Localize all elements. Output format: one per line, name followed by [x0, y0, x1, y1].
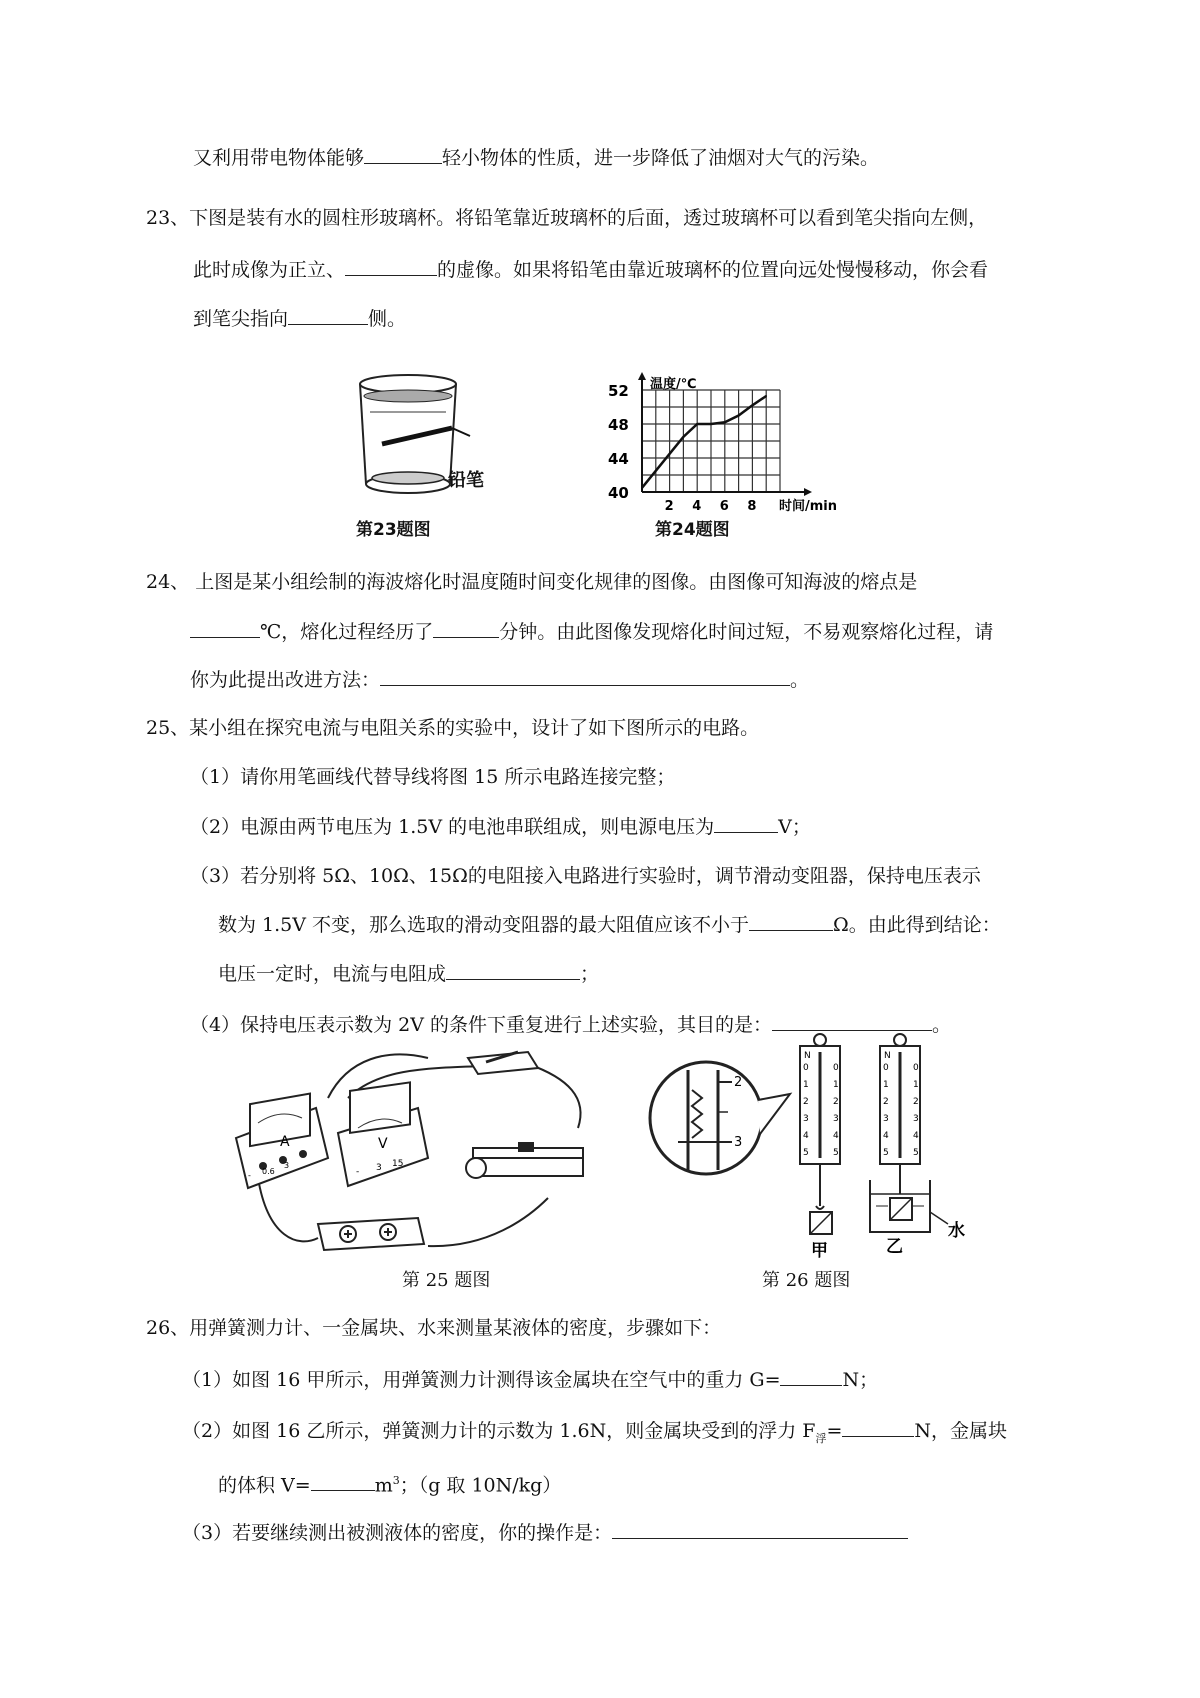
- scale-tick-label: 4: [883, 1131, 889, 1141]
- scale-jia-n: N: [804, 1051, 811, 1061]
- scale-tick-label: 4: [833, 1131, 839, 1141]
- q24-line1: 24、 上图是某小组绘制的海波熔化时温度随时间变化规律的图像。由图像可知海波的熔点是: [146, 571, 918, 593]
- scale-tick-label: 0: [913, 1063, 919, 1073]
- voltmeter-label: V: [378, 1136, 388, 1152]
- q23-line2: 此时成像为正立、 的虚像。如果将铅笔由靠近玻璃杯的位置向远处慢慢移动，你会看: [193, 259, 989, 281]
- data-point: [696, 423, 698, 425]
- answer-blank[interactable]: [749, 912, 833, 931]
- pencil-label: 铅笔: [448, 470, 484, 491]
- x-tick-label: 6: [719, 499, 729, 512]
- q26-step1: （1）如图 16 甲所示，用弹簧测力计测得该金属块在空气中的重力 G= N；: [182, 1369, 879, 1391]
- spring-scale-yi: [870, 1034, 948, 1232]
- q25-line1: 25、某小组在探究电流与电阻关系的实验中，设计了如下图所示的电路。: [146, 717, 760, 739]
- answer-blank[interactable]: [446, 961, 580, 980]
- q26-step3: （3）若要继续测出被测液体的密度，你的操作是：: [182, 1520, 908, 1545]
- y-axis-arrow: [638, 372, 646, 380]
- figure-24-caption: 第24题图: [655, 520, 730, 540]
- q23-line1: 23、下图是装有水的圆柱形玻璃杯。将铅笔靠近玻璃杯的后面，透过玻璃杯可以看到笔尖指向左侧，: [146, 207, 988, 229]
- x-tick-label: 8: [747, 499, 757, 512]
- zoom-tick-2: 2: [734, 1075, 743, 1090]
- scale-tick-label: 2: [883, 1097, 889, 1107]
- q23-line3: 到笔尖指向 侧。: [193, 308, 407, 330]
- a-tick-06: 0.6: [262, 1167, 275, 1176]
- q26-step2-line2: 的体积 $V= m^3$；（g 取 10N/kg）: [218, 1474, 562, 1497]
- scale-tick-label: 4: [913, 1131, 919, 1141]
- temperature-line: [642, 396, 766, 488]
- answer-blank[interactable]: [311, 1472, 375, 1491]
- v-tick-neg: -: [356, 1167, 360, 1177]
- data-point: [724, 422, 726, 424]
- figure-25-circuit: [228, 1038, 608, 1260]
- scale-tick-label: 2: [833, 1097, 839, 1107]
- scale-tick-label: 4: [803, 1131, 809, 1141]
- scale-tick-label: 2: [913, 1097, 919, 1107]
- voltmeter: [338, 1082, 428, 1186]
- answer-blank[interactable]: [780, 1367, 842, 1386]
- scale-tick-label: 5: [803, 1148, 809, 1158]
- figure-24-chart: [604, 372, 864, 512]
- scale-tick-label: 0: [833, 1063, 839, 1073]
- scale-tick-label: 5: [883, 1148, 889, 1158]
- data-point: [683, 436, 685, 438]
- q25-step1: （1）请你用笔画线代替导线将图 15 所示电路连接完整；: [190, 766, 676, 788]
- a-tick-neg: -: [248, 1171, 251, 1180]
- scale-tick-label: 5: [833, 1148, 839, 1158]
- answer-blank[interactable]: [772, 1012, 932, 1031]
- x-axis-label: 时间/min: [779, 499, 838, 512]
- scale-tick-label: 1: [913, 1080, 919, 1090]
- scale-tick-label: 3: [883, 1114, 889, 1124]
- y-tick-label: 44: [608, 450, 629, 468]
- data-point: [752, 405, 754, 407]
- scale-tick-label: 0: [883, 1063, 889, 1073]
- q24-line3: 你为此提出改进方法： 。: [190, 669, 810, 691]
- data-point: [765, 395, 767, 397]
- q26-line1: 26、用弹簧测力计、一金属块、水来测量某液体的密度，步骤如下：: [146, 1317, 722, 1339]
- scale-tick-label: 3: [913, 1114, 919, 1124]
- answer-blank[interactable]: [714, 814, 778, 833]
- x-tick-label: 4: [692, 499, 702, 512]
- battery-box: [318, 1218, 424, 1250]
- zoom-tick-3: 3: [734, 1135, 743, 1150]
- answer-blank[interactable]: [364, 145, 442, 164]
- answer-blank[interactable]: [288, 306, 368, 325]
- scale-tick-label: 2: [803, 1097, 809, 1107]
- scale-tick-label: 3: [833, 1114, 839, 1124]
- data-point: [738, 415, 740, 417]
- a-tick-3: 3: [284, 1161, 290, 1170]
- y-tick-label: 48: [608, 416, 629, 434]
- answer-blank[interactable]: [380, 667, 790, 686]
- scale-tick-label: 3: [803, 1114, 809, 1124]
- q26-step2-line1: （2）如图 16 乙所示，弹簧测力计的示数为 1.6N，则金属块受到的浮力 $F_浮= N$，金属块: [182, 1420, 1008, 1445]
- answer-blank[interactable]: [433, 619, 499, 638]
- q25-step3-line2: 数为 1.5V 不变，那么选取的滑动变阻器的最大阻值应该不小于 Ω。由此得到结论：: [218, 914, 1001, 936]
- figure-26-caption: 第 26 题图: [762, 1270, 851, 1291]
- v-tick-15: 15: [392, 1159, 404, 1169]
- scale-tick-label: 1: [803, 1080, 809, 1090]
- label-jia: 甲: [811, 1241, 828, 1261]
- data-point: [669, 453, 671, 455]
- rheostat: [466, 1142, 583, 1178]
- data-point: [710, 423, 712, 425]
- scale-yi-n: N: [884, 1051, 891, 1061]
- answer-blank[interactable]: [190, 619, 260, 638]
- answer-blank[interactable]: [612, 1520, 908, 1539]
- answer-blank[interactable]: [345, 257, 437, 276]
- figure-23-caption: 第23题图: [356, 520, 431, 540]
- label-water: 水: [948, 1221, 965, 1241]
- x-tick-label: 2: [664, 499, 674, 512]
- answer-blank[interactable]: [842, 1418, 914, 1437]
- q25-step3-line1: （3）若分别将 5Ω、10Ω、15Ω的电阻接入电路进行实验时，调节滑动变阻器，保持电压表示: [190, 865, 981, 887]
- y-axis-label: 温度/℃: [650, 377, 697, 392]
- q25-step4: （4）保持电压表示数为 2V 的条件下重复进行上述实验，其目的是： 。: [190, 1014, 951, 1036]
- y-tick-label: 52: [608, 382, 629, 400]
- label-yi: 乙: [886, 1237, 903, 1257]
- v-tick-3: 3: [376, 1163, 382, 1173]
- y-tick-label: 40: [608, 484, 629, 502]
- ammeter-label: A: [280, 1134, 290, 1150]
- scale-tick-label: 0: [803, 1063, 809, 1073]
- q22-tail: 又利用带电物体能够 轻小物体的性质，进一步降低了油烟对大气的污染。: [193, 147, 880, 169]
- switch: [468, 1052, 538, 1074]
- figure-26-spring-scale: [648, 1030, 978, 1262]
- scale-tick-label: 5: [913, 1148, 919, 1158]
- figure-25-caption: 第 25 题图: [402, 1270, 491, 1291]
- q24-line2: ℃，熔化过程经历了 分钟。由此图像发现熔化时间过短，不易观察熔化过程，请: [190, 619, 993, 644]
- q25-step3-line3: 电压一定时，电流与电阻成 ；: [218, 963, 600, 985]
- data-point: [641, 487, 643, 489]
- scale-tick-label: 1: [833, 1080, 839, 1090]
- q25-step2: （2）电源由两节电压为 1.5V 的电池串联组成，则电源电压为 V；: [190, 816, 811, 838]
- x-axis-arrow: [804, 488, 812, 496]
- scale-tick-label: 1: [883, 1080, 889, 1090]
- data-point: [655, 470, 657, 472]
